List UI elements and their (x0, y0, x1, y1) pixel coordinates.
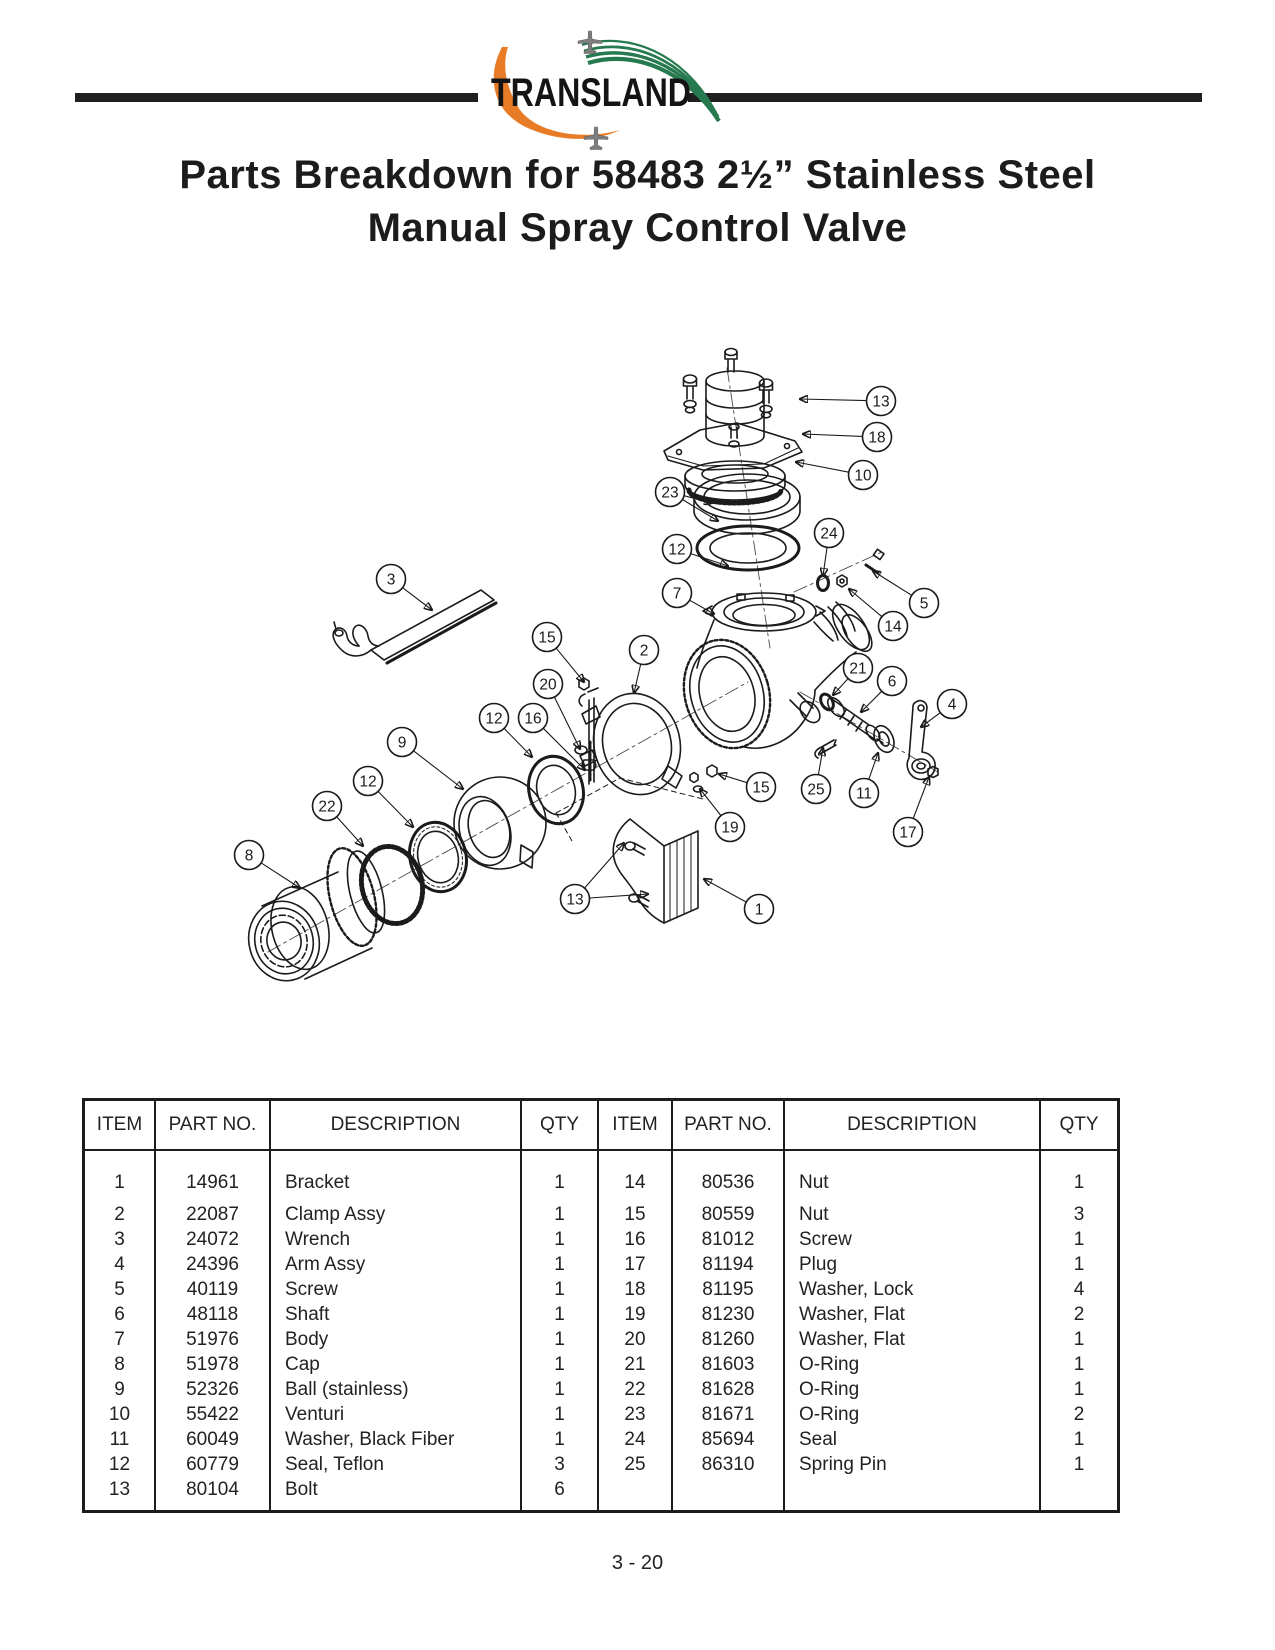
item-cell: 5 (114, 1278, 125, 1300)
callout-number-12: 12 (668, 541, 686, 559)
qty-cell: 1 (521, 1427, 598, 1452)
empty-cell (521, 1502, 598, 1510)
part-no-cell: 80104 (155, 1477, 270, 1502)
empty-cell (784, 1502, 1040, 1510)
diagram-centerlines (268, 368, 938, 952)
callout-number-2: 2 (639, 642, 649, 660)
callout-leader-1 (704, 879, 746, 902)
part-no-cell: 24396 (155, 1252, 270, 1277)
description-cell: Nut (784, 1202, 1040, 1227)
page-number: 3 - 20 (611, 1552, 664, 1574)
parts-table-grid (85, 1101, 1117, 1510)
description-cell: Washer, Flat (784, 1302, 1040, 1327)
table-row (85, 1150, 1117, 1202)
description-cell: Spring Pin (784, 1452, 1040, 1477)
table-row (85, 1252, 1117, 1277)
nut-washer-cluster-drawing (690, 765, 717, 792)
callout-leader-10 (796, 462, 849, 472)
item-cell: 21 (598, 1352, 672, 1377)
logo-plane-top-icon (578, 31, 602, 54)
qty-cell: 1 (521, 1227, 598, 1252)
item-cell: 9 (114, 1378, 125, 1400)
description-cell: Washer, Flat (784, 1327, 1040, 1352)
description-cell: Seal (784, 1427, 1040, 1452)
callout-number-12: 12 (359, 773, 377, 791)
callout-number-16: 16 (524, 710, 542, 728)
wrench-drawing (333, 590, 496, 663)
part-no-cell: 51976 (155, 1327, 270, 1352)
cap-drawing (240, 843, 391, 988)
column-header: DESCRIPTION (270, 1101, 521, 1150)
qty-cell: 1 (1040, 1227, 1117, 1252)
qty-cell: 3 (521, 1452, 598, 1477)
qty-cell: 1 (521, 1202, 598, 1227)
table-row (85, 1452, 1117, 1477)
callout-number-15: 15 (752, 779, 770, 797)
qty-cell: 1 (521, 1327, 598, 1352)
callout-number-18: 18 (868, 429, 886, 447)
column-header: DESCRIPTION (784, 1101, 1040, 1150)
callout-number-20: 20 (539, 676, 557, 694)
seal-24-drawing (818, 576, 829, 591)
exploded-parts-diagram (150, 330, 1000, 990)
description-cell: Venturi (270, 1402, 521, 1427)
description-cell: Washer, Black Fiber (270, 1427, 521, 1452)
part-no-cell: 51978 (155, 1352, 270, 1377)
item-cell: 12 (108, 1453, 131, 1475)
table-row (85, 1202, 1117, 1227)
header-rule-right (688, 93, 1202, 102)
callout-number-8: 8 (244, 847, 254, 865)
empty-cell (1040, 1502, 1117, 1510)
qty-cell: 1 (521, 1150, 598, 1202)
callout-number-13: 13 (566, 891, 584, 909)
description-cell: O-Ring (784, 1402, 1040, 1427)
part-no-cell: 55422 (155, 1402, 270, 1427)
part-no-cell: 14961 (155, 1150, 270, 1202)
parts-table (82, 1098, 1120, 1513)
logo-wordmark: TRANSLAND (491, 71, 691, 115)
callout-leader-13 (585, 843, 625, 888)
callout-leader-12 (378, 791, 413, 827)
callout-number-11: 11 (855, 785, 873, 803)
description-cell: Ball (stainless) (270, 1377, 521, 1402)
callout-number-12: 12 (485, 710, 503, 728)
callout-number-7: 7 (672, 585, 682, 603)
table-row (85, 1352, 1117, 1377)
qty-cell (1040, 1477, 1117, 1502)
callout-leader-12 (504, 728, 532, 757)
callout-number-24: 24 (820, 525, 838, 543)
description-cell: Bracket (270, 1150, 521, 1202)
qty-cell: 3 (1040, 1202, 1117, 1227)
description-cell (784, 1477, 1040, 1502)
part-no-cell: 52326 (155, 1377, 270, 1402)
clamp-assembly-drawing (575, 678, 691, 804)
callout-number-19: 19 (721, 819, 739, 837)
part-no-cell: 60049 (155, 1427, 270, 1452)
item-cell: 1 (114, 1172, 125, 1193)
callout-leader-25 (818, 748, 823, 775)
part-no-cell: 60779 (155, 1452, 270, 1477)
callout-leader-22 (337, 817, 363, 846)
qty-cell: 1 (1040, 1327, 1117, 1352)
screw-5-drawing (866, 549, 884, 573)
part-no-cell: 80559 (672, 1202, 784, 1227)
part-no-cell: 81671 (672, 1402, 784, 1427)
empty-cell (270, 1502, 521, 1510)
callout-number-9: 9 (397, 734, 407, 752)
callout-number-4: 4 (947, 696, 957, 714)
description-cell: Nut (784, 1150, 1040, 1202)
table-row (85, 1402, 1117, 1427)
part-no-cell: 80536 (672, 1150, 784, 1202)
table-filler-row (85, 1502, 1117, 1510)
qty-cell: 1 (521, 1252, 598, 1277)
part-no-cell: 85694 (672, 1427, 784, 1452)
spring-pin-25-drawing (815, 740, 836, 758)
page-title (0, 149, 1275, 255)
callout-number-21: 21 (849, 660, 867, 678)
description-cell: Cap (270, 1352, 521, 1377)
item-cell: 4 (114, 1253, 125, 1275)
qty-cell: 1 (1040, 1352, 1117, 1377)
column-header: PART NO. (155, 1101, 270, 1150)
qty-cell: 1 (1040, 1252, 1117, 1277)
part-no-cell (672, 1477, 784, 1502)
callout-number-5: 5 (919, 595, 929, 613)
callout-leader-3 (403, 588, 432, 610)
part-no-cell: 48118 (155, 1302, 270, 1327)
callout-number-3: 3 (386, 571, 396, 589)
table-row (85, 1327, 1117, 1352)
part-no-cell: 81012 (672, 1227, 784, 1252)
item-cell: 2 (114, 1203, 125, 1225)
callout-leader-15 (719, 774, 747, 783)
qty-cell: 1 (521, 1352, 598, 1377)
qty-cell: 1 (521, 1277, 598, 1302)
qty-cell: 2 (1040, 1302, 1117, 1327)
part-no-cell: 81194 (672, 1252, 784, 1277)
item-cell: 20 (598, 1327, 672, 1352)
item-cell: 8 (114, 1353, 125, 1375)
qty-cell: 2 (1040, 1402, 1117, 1427)
callout-number-13: 13 (872, 393, 890, 411)
item-cell: 6 (114, 1303, 125, 1325)
column-header: PART NO. (672, 1101, 784, 1150)
part-no-cell: 22087 (155, 1202, 270, 1227)
item-cell: 7 (114, 1328, 125, 1350)
callout-number-6: 6 (887, 673, 897, 691)
table-row (85, 1227, 1117, 1252)
item-cell: 23 (598, 1402, 672, 1427)
header-rule-left (75, 93, 478, 102)
seal-12-upper-drawing (697, 526, 799, 570)
item-cell: 25 (598, 1452, 672, 1477)
callout-number-25: 25 (807, 781, 825, 799)
callout-leader-11 (869, 753, 878, 779)
item-cell: 11 (109, 1428, 130, 1450)
table-row (85, 1302, 1117, 1327)
qty-cell: 1 (1040, 1377, 1117, 1402)
callout-number-10: 10 (854, 467, 872, 485)
callout-number-14: 14 (884, 618, 902, 636)
callout-leader-9 (414, 751, 464, 789)
table-row (85, 1427, 1117, 1452)
description-cell: Bolt (270, 1477, 521, 1502)
callout-leader-2 (634, 664, 641, 693)
description-cell: Washer, Lock (784, 1277, 1040, 1302)
description-cell: O-Ring (784, 1352, 1040, 1377)
item-cell: 14 (598, 1150, 672, 1202)
qty-cell: 1 (1040, 1150, 1117, 1202)
part-no-cell: 81260 (672, 1327, 784, 1352)
table-row (85, 1277, 1117, 1302)
callout-leader-19 (700, 789, 721, 816)
description-cell: Clamp Assy (270, 1202, 521, 1227)
item-cell: 17 (598, 1252, 672, 1277)
column-header: ITEM (85, 1101, 155, 1150)
qty-cell: 1 (521, 1402, 598, 1427)
column-header: ITEM (598, 1101, 672, 1150)
callout-leader-17 (913, 777, 929, 819)
item-cell: 24 (598, 1427, 672, 1452)
page-title-line1: Parts Breakdown for 58483 2½” Stainless Steel (179, 153, 1096, 197)
item-cell (598, 1477, 672, 1502)
qty-cell: 1 (1040, 1452, 1117, 1477)
item-cell: 18 (598, 1277, 672, 1302)
table-row (85, 1377, 1117, 1402)
empty-cell (598, 1502, 672, 1510)
table-row (85, 1477, 1117, 1502)
column-header: QTY (521, 1101, 598, 1150)
description-cell: Body (270, 1327, 521, 1352)
empty-cell (85, 1502, 155, 1510)
part-no-cell: 81603 (672, 1352, 784, 1377)
part-no-cell: 81628 (672, 1377, 784, 1402)
callout-number-15: 15 (538, 629, 556, 647)
callout-leader-18 (803, 434, 863, 436)
empty-cell (155, 1502, 270, 1510)
description-cell: Screw (784, 1227, 1040, 1252)
empty-cell (672, 1502, 784, 1510)
description-cell: O-Ring (784, 1377, 1040, 1402)
callout-leader-5 (873, 571, 912, 595)
callout-leader-8 (261, 863, 300, 888)
qty-cell: 4 (1040, 1277, 1117, 1302)
description-cell: Screw (270, 1277, 521, 1302)
seal-12-lower-drawing (402, 816, 473, 897)
qty-cell: 6 (521, 1477, 598, 1502)
callout-number-22: 22 (318, 798, 336, 816)
callout-leader-16 (543, 728, 585, 770)
item-cell: 19 (598, 1302, 672, 1327)
column-header: QTY (1040, 1101, 1117, 1150)
nut-14-drawing (837, 575, 847, 587)
page-title-line2: Manual Spray Control Valve (367, 206, 908, 250)
item-cell: 13 (108, 1478, 131, 1500)
description-cell: Shaft (270, 1302, 521, 1327)
item-cell: 3 (114, 1228, 125, 1250)
part-no-cell: 40119 (155, 1277, 270, 1302)
description-cell: Seal, Teflon (270, 1452, 521, 1477)
item-cell: 10 (108, 1403, 131, 1425)
part-no-cell: 81195 (672, 1277, 784, 1302)
callout-number-17: 17 (899, 824, 917, 842)
qty-cell: 1 (521, 1377, 598, 1402)
callout-leader-13 (800, 399, 867, 401)
callout-number-23: 23 (661, 484, 679, 502)
part-no-cell: 24072 (155, 1227, 270, 1252)
item-cell: 22 (598, 1377, 672, 1402)
part-no-cell: 81230 (672, 1302, 784, 1327)
callout-leader-6 (861, 691, 882, 712)
callout-layer (235, 387, 967, 924)
logo-plane-bottom-icon (584, 127, 608, 150)
callout-number-1: 1 (754, 901, 764, 919)
part-no-cell: 86310 (672, 1452, 784, 1477)
parts-table-header-row (85, 1101, 1117, 1150)
callout-leader-24 (823, 547, 827, 576)
transland-logo (478, 25, 728, 160)
qty-cell: 1 (1040, 1427, 1117, 1452)
description-cell: Plug (784, 1252, 1040, 1277)
description-cell: Wrench (270, 1227, 521, 1252)
callout-leader-4 (921, 713, 940, 727)
item-cell: 15 (598, 1202, 672, 1227)
qty-cell: 1 (521, 1302, 598, 1327)
description-cell: Arm Assy (270, 1252, 521, 1277)
callout-leader-20 (554, 697, 580, 749)
item-cell: 16 (598, 1227, 672, 1252)
oring-22-drawing (353, 840, 430, 930)
callout-leader-21 (833, 679, 848, 695)
callout-leader-14 (849, 589, 882, 617)
